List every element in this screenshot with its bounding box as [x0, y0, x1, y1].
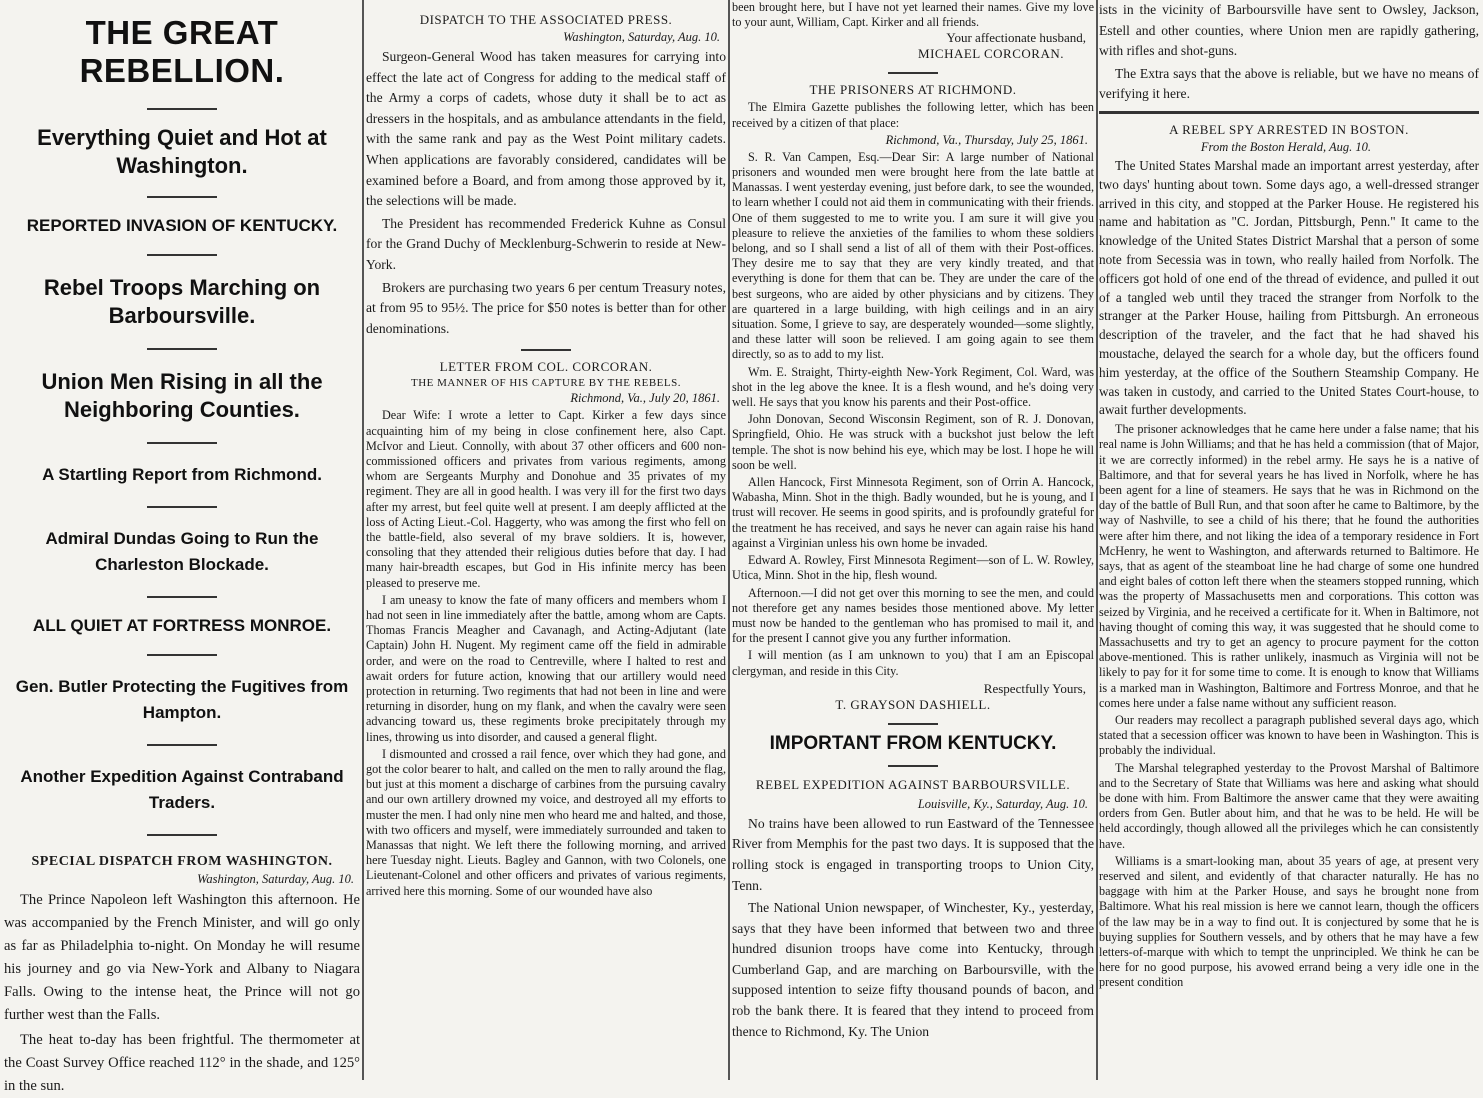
dateline: Richmond, Va., July 20, 1861.: [570, 391, 720, 406]
divider: [147, 596, 217, 598]
article-paragraph: Our readers may recollect a paragraph published several days ago, which stated that a secession officer was known to have been in Washington. This is probably the individual.: [1099, 712, 1479, 758]
article-paragraph: The United States Marshal made an important arrest yesterday, after two days' hunting about town. Some days ago, a well-dressed stranger arrived in this city, and stopped at the Parker House. He registered his name and habitation as "C. Jordan, Pittsburgh, Penn." It came to the knowledge of the United States District Marshal that a person of some note from Secessia was in town, who really hailed from Norfolk. The officers got hold of one end of the thread of evidence, and pulled it out of a tangled web until they traced the stranger from Norfolk to the stranger at the Parker House, hailing from Pittsburgh. An erroneous description of the traveler, and the fact that he had shaved his moustache, delayed the search for a whole day, but the officers found him yesterday, at the office of the Southern Steamship Company. He was taken in custody, and carried to the United States Court-house, to await further developments.: [1099, 157, 1479, 418]
column-prisoners: [732, 0, 1094, 1080]
dateline: Richmond, Va., Thursday, July 25, 1861.: [885, 132, 1088, 147]
prisoners-heading: THE PRISONERS AT RICHMOND.: [809, 82, 1017, 98]
divider: [147, 834, 217, 836]
divider: [147, 348, 217, 350]
letter-closing: Your affectionate husband,: [946, 30, 1086, 46]
headline-contraband: Another Expedition Against Contraband Traders.: [20, 767, 344, 812]
dateline: Washington, Saturday, Aug. 10.: [197, 872, 354, 886]
headline-richmond: A Startling Report from Richmond.: [42, 465, 322, 484]
article-paragraph: The National Union newspaper, of Winchester, Ky., yesterday, says that they have been informed that between two and three hundred disunion troops have come into Kentucky, through Cumberland Gap, and are marching on Barboursville, with the supposed intention to seize fifty thousand pounds of bacon, and rob the bank there. It is feared that they intend to proceed from thence to Richmond, Ky. The Union: [732, 900, 1094, 1039]
article-paragraph: Dear Wife: I wrote a letter to Capt. Kirker a few days since acquainting him of my being in close confinement here, also Capt. McIvor and Lieut. Connolly, with about 37 other officers and 600 non-commissioned officers and privates from various regiments, among whom are Sergeants Murphy and Donohue and 35 privates of my regiment. They are all in good health. I was very ill for the first two days after my arrest, but feel quite well at present. I am deeply afflicted at the loss of Acting Lieut.-Col. Haggerty, who was among the first who fell on the battle-field, also several of my brave soldiers. It is, however, consoling that they attended their religious duties before that day. I had many hair-breadth escapes, but God in His infinite mercy has been pleased to preserve me.: [366, 408, 726, 590]
letter-closing: Respectfully Yours,: [983, 680, 1086, 696]
column-headlines: [4, 0, 360, 1094]
headline-union-men: Union Men Rising in all the Neighboring Counties.: [41, 369, 323, 422]
article-paragraph: No trains have been allowed to run Eastward of the Tennessee River from Memphis for the past two days. It is supposed that the rolling stock is engaged in transporting troops to Union City, Tenn.: [732, 815, 1094, 893]
letter-subheading: THE MANNER OF HIS CAPTURE BY THE REBELS.: [411, 377, 681, 390]
divider: [888, 723, 938, 725]
article-paragraph: John Donovan, Second Wisconsin Regiment, son of R. J. Donovan, Springfield, Ohio. He was struck with a buckshot just below the left temple. The shot is now behind his eye, which may be lost. I hope he will soon be well.: [732, 412, 1094, 472]
article-paragraph: I dismounted and crossed a rail fence, over which they had gone, and got the color bearer to halt, and called on the men to rally around the flag, but just at this moment a discharge of carbines from the pursuing cavalry and our own artillery drowned my voice, and destroyed all my efforts to muster the men. I had only nine men who heard me and halted, and those, with two officers and myself, were immediately surrounded and taken to Manassas that night. We left there the following morning, and arrived here Tuesday night. Lieuts. Bagley and Gannon, with two Colonels, one Lieutenant-Colonel and other officers and privates of various regiments, arrived here this morning. Some of our wounded have also: [366, 746, 726, 898]
main-title: THE GREAT REBELLION.: [79, 14, 285, 89]
kentucky-heading: IMPORTANT FROM KENTUCKY.: [769, 732, 1057, 754]
article-paragraph: Afternoon.—I did not get over this morning to see the men, and could not therefore get any names besides those mentioned above. My letter must now be handed to the gentleman who has promised to mail it, and for the present I cannot give you any further information.: [732, 585, 1094, 646]
divider: [147, 506, 217, 508]
headline-butler: Gen. Butler Protecting the Fugitives from Hampton.: [15, 677, 349, 722]
divider: [521, 349, 571, 351]
dispatch-heading: SPECIAL DISPATCH FROM WASHINGTON.: [31, 854, 333, 869]
divider: [888, 765, 938, 767]
divider: [147, 442, 217, 444]
headline-kentucky: REPORTED INVASION OF KENTUCKY.: [26, 216, 338, 235]
article-paragraph: ists in the vicinity of Barboursville have sent to Owsley, Jackson, Estell and other counties, where Union men are rapidly gathering, with rifles and shot-guns.: [1099, 2, 1479, 59]
headline-dundas: Admiral Dundas Going to Run the Charleston Blockade.: [45, 529, 319, 574]
article-paragraph: I will mention (as I am unknown to you) that I am an Episcopal clergyman, and reside in this City.: [732, 648, 1094, 678]
article-paragraph: Allen Hancock, First Minnesota Regiment, son of Orrin A. Hancock, Wabasha, Minn. Shot in the thigh. Badly wounded, but he is young, and I trust will recover. He seems in good spirits, and is profoundly grateful for the treatment he has received, and says he never can again raise his hand against a Virginian unless his own home be invaded.: [732, 475, 1094, 550]
letter-heading: LETTER FROM COL. CORCORAN.: [439, 359, 653, 375]
spy-heading: A REBEL SPY ARRESTED IN BOSTON.: [1169, 121, 1409, 137]
column-rule: [362, 0, 364, 1080]
source-line: From the Boston Herald, Aug. 10.: [1200, 139, 1372, 154]
divider: [1099, 111, 1479, 114]
article-paragraph: The prisoner acknowledges that he came here under a false name; that his real name is John Williams; and that he has held a commission (that of Major, it we are correctly informed) in the rebel army. He says he is a native of Baltimore, and that for several years he has lived in Norfolk, where he has been agent for a line of steamers. He says that he was in Richmond on the day of the battle of Bull Run, and that soon after he came to Baltimore, by the way of Nashville, to see a child of his there; that he found the authorities were after him there, and not liking the idea of a temporary residence in Fort McHenry, he went to Washington, and afterwards returned to Baltimore. He says, that as agent of the steamboat line he had charge of some one hundred and eight bales of cotton left there when the steamers stopped running, which was the property of Massachusetts men and corporations. This cotton was seized by Virginia, and he received a certificate for it. When in Baltimore, not having thought of coming this way, it was suggested that he should come to Massachusetts and try to get an agency to procure payment for the cotton above-mentioned. This is rather unlikely, inasmuch as Virginia will not be likely to pay for it for some time to come. It is enough to know that Williams is a marked man in Washington, Baltimore and Fortress Monroe, and that he comes here under a false name without any sufficient reason.: [1099, 422, 1479, 710]
article-paragraph: The Extra says that the above is reliable, but we have no means of verifying it here.: [1099, 65, 1479, 102]
divider: [147, 744, 217, 746]
dispatch-heading: DISPATCH TO THE ASSOCIATED PRESS.: [419, 12, 673, 27]
kentucky-subheading: REBEL EXPEDITION AGAINST BARBOURSVILLE.: [755, 776, 1071, 792]
column-rule: [728, 0, 730, 1080]
article-paragraph: The Elmira Gazette publishes the following letter, which has been received by a citizen of that place:: [732, 100, 1094, 130]
column-dispatch: [366, 0, 726, 1080]
column-rule: [1096, 0, 1098, 1080]
article-paragraph: The heat to-day has been frightful. The thermometer at the Coast Survey Office reached 112° in the shade, and 125° in the sun.: [4, 1032, 360, 1094]
article-paragraph: The President has recommended Frederick Kuhne as Consul for the Grand Duchy of Mecklenburg-Schwerin to reside at New-York.: [366, 215, 726, 272]
headline-washington: Everything Quiet and Hot at Washington.: [37, 125, 327, 178]
divider: [147, 108, 217, 110]
article-paragraph: Wm. E. Straight, Thirty-eighth New-York Regiment, Col. Ward, was shot in the leg above the knee. It is a flesh wound, and he's doing very well. He says that you know his parents and their Post-office.: [732, 364, 1094, 410]
article-paragraph: Brokers are purchasing two years 6 per centum Treasury notes, at from 95 to 95½. The price for $50 notes is better than for other denominations.: [366, 279, 726, 336]
article-paragraph: Williams is a smart-looking man, about 35 years of age, at present very reserved and silent, and evidently of that character naturally. He has no baggage with him at the Parker House, and says he brought none from Baltimore. What his real mission is here we cannot learn, though the officers of the law may be in a way to find out. It is conjectured by some that he is buying supplies for Southern vessels, and by others that he may have a few letters-of-marque with which to tempt the unprincipled. We think he can be here for no good purpose, his avowed errand being a very idle one in the present condition: [1099, 853, 1479, 990]
article-paragraph: The Marshal telegraphed yesterday to the Provost Marshal of Baltimore and to the Secretary of State that Williams was here and asking what should be done with him. From Baltimore the answer came that they were awaiting orders from Gen. Butler about him, and that he was to be held. He will be held accordingly, though allowed all the privileges which he can consistently have.: [1099, 760, 1479, 851]
article-paragraph: The Prince Napoleon left Washington this afternoon. He was accompanied by the French Minister, and will go only as far as Philadelphia to-night. On Monday he will resume his journey and go via New-York and Albany to Niagara Falls. Owing to the intense heat, the Prince will not go further west than the Falls.: [4, 892, 360, 1023]
divider: [147, 196, 217, 198]
article-paragraph: Edward A. Rowley, First Minnesota Regiment—son of L. W. Rowley, Utica, Minn. Shot in the hip, flesh wound.: [732, 553, 1094, 583]
article-paragraph: I am uneasy to know the fate of many officers and members whom I had not seen in line immediately after the battle, among whom are Capts. Thomas Francis Meagher and Cavanagh, and Acting-Adjutant (late Captain) John H. Nugent. My regiment came off the field in admirable order, and were on the road to Centreville, where I halted to rest and await orders for future action, knowing that our artillery would need protection in returning. Two regiments that had not been in line and were returning in disorder, hung on my flank, and when the cavalry were seen advancing toward us, these regiments broke precipitately through my lines, throwing us into disorder, and caused a general flight.: [366, 592, 726, 744]
divider: [147, 254, 217, 256]
headline-fortress-monroe: ALL QUIET AT FORTRESS MONROE.: [32, 616, 332, 635]
headline-barboursville: Rebel Troops Marching on Barboursville.: [43, 275, 321, 328]
letter-signature: T. GRAYSON DASHIELL.: [835, 696, 991, 712]
article-paragraph: S. R. Van Campen, Esq.—Dear Sir: A large number of National prisoners and wounded men were brought here from the late battle at Manassas. I went yesterday evening, just before dark, to see the wounded, to learn whether I could not aid them in communicating with their friends. One of them suggested to me to write you. I am sure it will give you pleasure to relieve the anxieties of the families to whom these soldiers belong, and so I shall send a list of all of them with their Post-offices. They desire me to say that they are very kindly treated, and that everything is done for them that can be. They are under the care of the best surgeons, who are aided by other physicians and by citizens. They are quartered in a large building, with high ceilings and in an airy situation. Some, I grieve to say, are desperately wounded—some slightly, and these latter will soon be relieved. I am going again to see them directly, so as to add to my list.: [732, 149, 1094, 362]
article-paragraph: been brought here, but I have not yet learned their names. Give my love to your aunt, William, Capt. Kirker and all friends.: [732, 0, 1094, 30]
letter-signature: MICHAEL CORCORAN.: [918, 46, 1064, 62]
divider: [147, 654, 217, 656]
column-spy: [1099, 0, 1479, 1080]
dateline: Louisville, Ky., Saturday, Aug. 10.: [917, 796, 1088, 811]
article-paragraph: Surgeon-General Wood has taken measures for carrying into effect the late act of Congress for adding to the medical staff of the Army a corps of cadets, whose duty it shall be to act as dressers in the hospitals, and as ambulance attendants in the field, with the same rank and pay as the West Point military cadets. When applications are favorably considered, candidates will be examined before a Board, and from among those approved by it, the selections will be made.: [366, 49, 726, 209]
divider: [888, 72, 938, 74]
dateline: Washington, Saturday, Aug. 10.: [563, 30, 720, 44]
